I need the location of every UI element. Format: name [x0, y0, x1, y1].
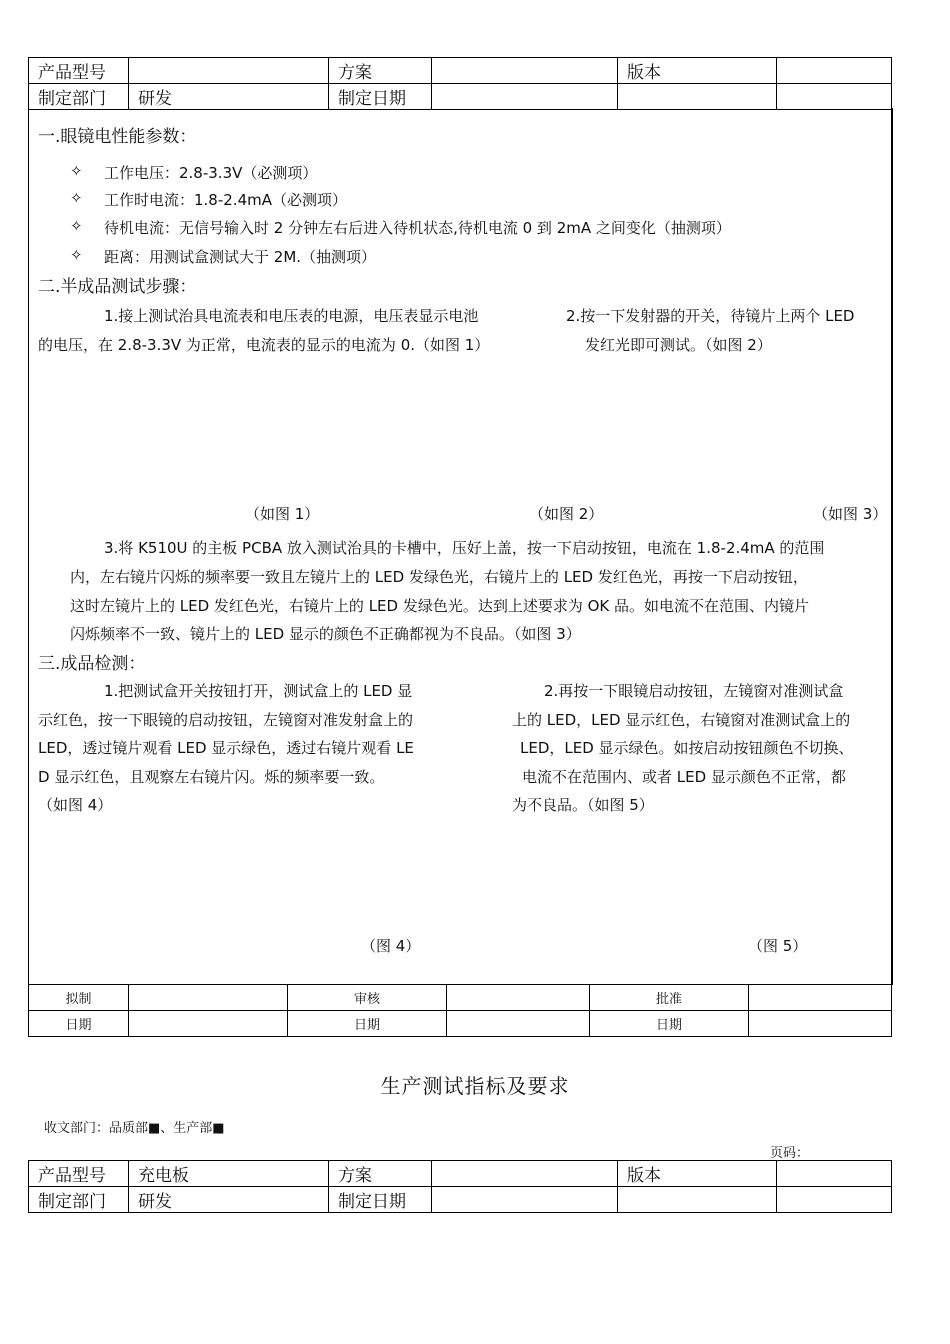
step3-line: 内，左右镜片闪烁的频率要一致且左镜片上的 LED 发绿色光，右镜片上的 LED 发红色光，再按一下启动按钮， [70, 568, 808, 586]
check-right-line: 2.再按一下眼镜启动按钮，左镜窗对准测试盒 [544, 682, 844, 700]
draft-value [129, 985, 288, 1011]
page2-header-row-1 [29, 1161, 892, 1187]
header-row-1 [29, 58, 892, 84]
signature-row-2 [29, 1011, 892, 1037]
version-label: 版本 [618, 58, 777, 84]
step3-line: 闪烁频率不一致、镜片上的 LED 显示的颜色不正确都视为不良品。（如图 3） [70, 625, 581, 643]
recipients-line: 收文部门：品质部■、生产部■ [44, 1121, 225, 1136]
spec-item: 工作电压：2.8-3.3V（必测项） [104, 164, 318, 182]
product-model-label: 产品型号 [29, 1161, 129, 1187]
draft-label: 拟制 [29, 985, 129, 1011]
header-table [28, 57, 892, 110]
review-value [447, 985, 590, 1011]
dept-label: 制定部门 [29, 1187, 129, 1213]
figure-caption-5: （图 5） [748, 937, 808, 955]
spec-item: 待机电流：无信号输入时 2 分钟左右后进入待机状态,待机电流 0 到 2mA 之间变化（抽测项） [104, 219, 731, 237]
product-model-label: 产品型号 [29, 58, 129, 84]
header-empty-cell [777, 84, 892, 110]
dept-value: 研发 [129, 1187, 329, 1213]
step3-line: 这时左镜片上的 LED 发红色光，右镜片上的 LED 发绿色光。达到上述要求为 OK 品。如电流不在范围、内镜片 [70, 597, 810, 615]
check-right-line: 电流不在范围内、或者 LED 显示颜色不正常，都 [522, 768, 846, 786]
plan-value [432, 1161, 618, 1187]
approve-value [749, 985, 892, 1011]
check-left-line: （如图 4） [38, 796, 113, 814]
product-model-value [129, 58, 329, 84]
check-left-line: 示红色，按一下眼镜的启动按钮，左镜窗对准发射盒上的 [38, 711, 414, 729]
version-value [777, 1161, 892, 1187]
page-number-label: 页码： [770, 1146, 810, 1161]
date-label: 制定日期 [329, 84, 432, 110]
step2-line1: 2.按一下发射器的开关，待镜片上两个 LED [566, 307, 855, 325]
date-value [432, 84, 618, 110]
header-empty-cell [618, 84, 777, 110]
spec-item: 距离：用测试盒测试大于 2M.（抽测项） [104, 248, 377, 266]
check-left-line: LED，透过镜片观看 LED 显示绿色，透过右镜片观看 LE [38, 739, 414, 757]
plan-value [432, 58, 618, 84]
dept-label: 制定部门 [29, 84, 129, 110]
date-value [432, 1187, 618, 1213]
section2-title: 二.半成品测试步骤： [38, 277, 197, 297]
header-row-2 [29, 84, 892, 110]
figure-caption-4: （图 4） [361, 937, 421, 955]
date-label: 日期 [29, 1011, 129, 1037]
step3-line: 3.将 K510U 的主板 PCBA 放入测试治具的卡槽中，压好上盖，按一下启动按钮，电流在 1.8-2.4mA 的范围 [104, 539, 825, 557]
page2-header-table [28, 1160, 892, 1213]
version-label: 版本 [618, 1161, 777, 1187]
date-value [749, 1011, 892, 1037]
date-value [129, 1011, 288, 1037]
check-right-line: 上的 LED，LED 显示红色，右镜窗对准测试盒上的 [512, 711, 851, 729]
check-right-line: 为不良品。（如图 5） [512, 796, 654, 814]
section1-title: 一.眼镜电性能参数： [38, 127, 197, 147]
plan-label: 方案 [329, 1161, 432, 1187]
date-value [447, 1011, 590, 1037]
product-model-value: 充电板 [129, 1161, 329, 1187]
version-value [777, 58, 892, 84]
bullet-icon: ✧ [70, 246, 83, 264]
bullet-icon: ✧ [70, 189, 83, 207]
signature-table [28, 984, 892, 1037]
check-right-line: LED，LED 显示绿色。如按启动按钮颜色不切换、 [520, 739, 854, 757]
check-left-line: D 显示红色，且观察左右镜片闪。烁的频率要一致。 [38, 768, 385, 786]
spec-item: 工作时电流：1.8-2.4mA（必测项） [104, 191, 347, 209]
step1-line2: 的电压，在 2.8-3.3V 为正常，电流表的显示的电流为 0.（如图 1） [38, 336, 490, 354]
figure-caption-2: （如图 2） [529, 505, 604, 523]
signature-row-1 [29, 985, 892, 1011]
section3-title: 三.成品检测： [38, 654, 146, 674]
bullet-icon: ✧ [70, 162, 83, 180]
check-left-line: 1.把测试盒开关按钮打开，测试盒上的 LED 显 [104, 682, 413, 700]
date-label: 制定日期 [329, 1187, 432, 1213]
review-label: 审核 [288, 985, 447, 1011]
page2-header-row-2 [29, 1187, 892, 1213]
approve-label: 批准 [590, 985, 749, 1011]
figure-caption-1: （如图 1） [245, 505, 320, 523]
bullet-icon: ✧ [70, 217, 83, 235]
dept-value: 研发 [129, 84, 329, 110]
header-empty-cell [618, 1187, 777, 1213]
header-empty-cell [777, 1187, 892, 1213]
date-label: 日期 [288, 1011, 447, 1037]
page2-title: 生产测试指标及要求 [380, 1074, 570, 1098]
figure-caption-3: （如图 3） [813, 505, 888, 523]
plan-label: 方案 [329, 58, 432, 84]
step2-line2: 发红光即可测试。（如图 2） [585, 336, 772, 354]
step1-line1: 1.接上测试治具电流表和电压表的电源，电压表显示电池 [104, 307, 479, 325]
date-label: 日期 [590, 1011, 749, 1037]
